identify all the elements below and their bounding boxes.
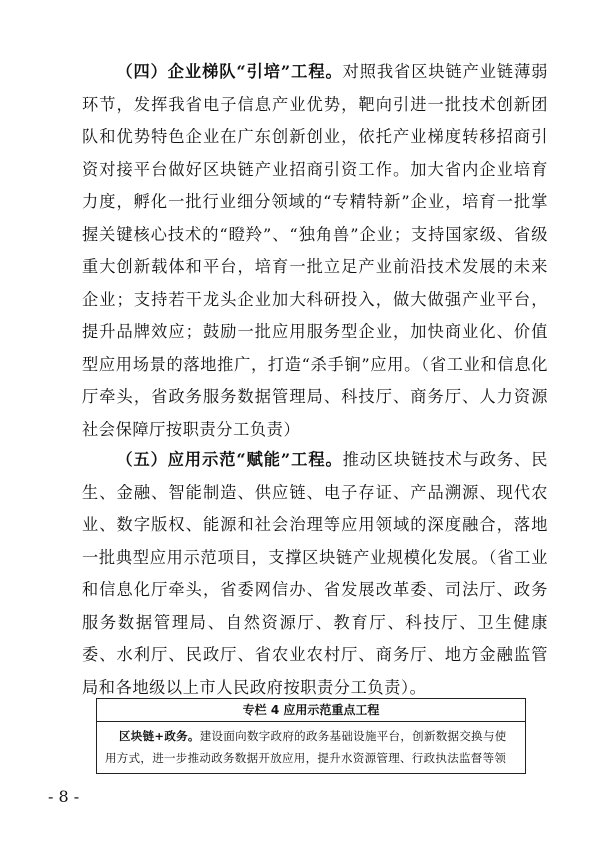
- column-item-text: 建设面向数字政府的政务基础设施平台，创新数据交换与使用方式，进一步推动政务数据开放应用，提升水资源管理、行政执法监督等领: [105, 729, 507, 765]
- column-box-body: [97, 722, 525, 769]
- page-number: - 8 -: [48, 787, 80, 806]
- section-4-paragraph: [82, 56, 548, 446]
- section-5-paragraph: [82, 444, 548, 704]
- section-5-heading: （五）应用示范“赋能”工程。: [116, 450, 343, 469]
- section-4-heading: （四）企业梯队“引培”工程。: [116, 62, 343, 81]
- section-4-responsible: （省工业和信息化厅牵头，省政务服务数据管理局、科技厅、商务厅、人力资源社会保障厅按职责分工负责）: [82, 354, 549, 439]
- column-item-heading: 区块链+政务。: [119, 729, 200, 743]
- section-4-body: 对照我省区块链产业链薄弱环节，发挥我省电子信息产业优势，靶向引进一批技术创新团队和优势特色企业在广东创新创业，依托产业梯度转移招商引资对接平台做好区块链产业招商引资工作。加大省内企业培育力度，孵化一批行业细分领域的“专精特新”企业，培育一批掌握关键核心技术的“瞪羚”、“独角兽”企业；支持国家级、省级重大创新载体和平台，培育一批立足产业前沿技术发展的未来企业；支持若干龙头企业加大科研投入，做大做强产业平台，提升品牌效应；鼓励一批应用服务型企业，加快商业化、价值型应用场景的落地推广，打造“杀手锏”应用。: [82, 62, 548, 374]
- column-box: [96, 698, 526, 774]
- section-5-body: 推动区块链技术与政务、民生、金融、智能制造、供应链、电子存证、产品溯源、现代农业、数字版权、能源和社会治理等应用领域的深度融合，落地一批典型应用示范项目，支撑区块链产业规模化发展。: [82, 450, 548, 567]
- section-5-responsible: （省工业和信息化厅牵头，省委网信办、省发展改革委、司法厅、政务服务数据管理局、自然资源厅、教育厅、科技厅、卫生健康委、水利厅、民政厅、省农业农村厅、商务厅、地方金融监管局和各地级以上市人民政府按职责分工负责）。: [82, 547, 548, 697]
- column-box-title: 专栏 4 应用示范重点工程: [97, 699, 525, 722]
